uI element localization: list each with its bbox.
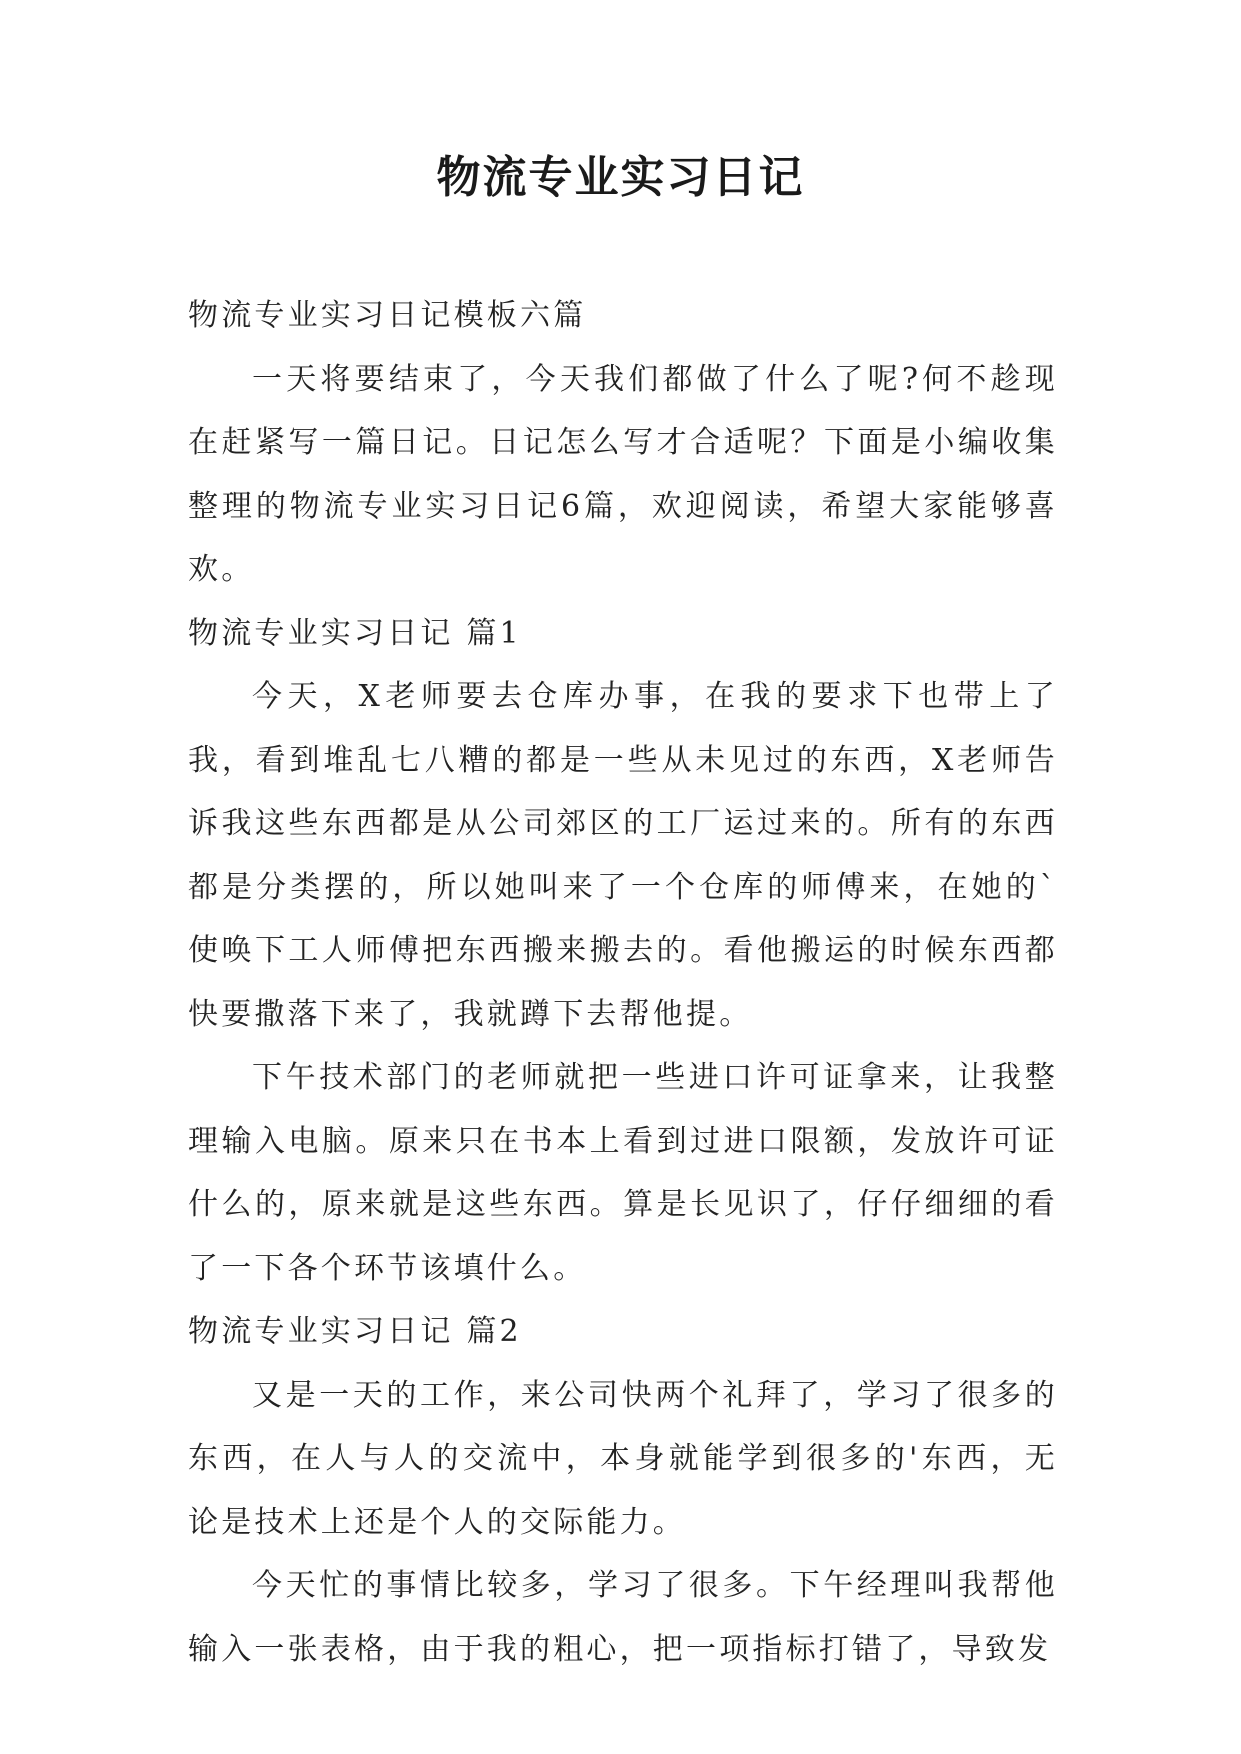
section-heading-part-1: 物流专业实习日记 篇1 (188, 615, 522, 651)
page-title: 物流专业实习日记 (436, 152, 805, 203)
paragraph-part-2-b: 今天忙的事情比较多，学习了很多。下午经理叫我帮他输入一张表格，由于我的粗心，把一项指标打错了，导致发 (188, 1568, 1058, 1667)
section-heading-part-2: 物流专业实习日记 篇2 (188, 1314, 522, 1349)
document-body (188, 284, 1058, 1681)
paragraph-part-1-a: 今天，X老师要去仓库办事，在我的要求下也带上了我，看到堆乱七八糟的都是一些从未见过的东西，X老师告诉我这些东西都是从公司郊区的工厂运过来的。所有的东西都是分类摆的，所以她叫来了一个仓库的师傅来，在她的`使唤下工人师傅把东西搬来搬去的。看他搬运的时候东西都快要撒落下来了，我就蹲下去帮他提。 (188, 679, 1058, 1032)
paragraph-part-1-b: 下午技术部门的老师就把一些进口许可证拿来，让我整理输入电脑。原来只在书本上看到过进口限额，发放许可证什么的，原来就是这些东西。算是长见识了，仔仔细细的看了一下各个环节该填什么。 (188, 1060, 1058, 1286)
section-heading-intro: 物流专业实习日记模板六篇 (188, 298, 587, 333)
paragraph-part-2-a: 又是一天的工作，来公司快两个礼拜了，学习了很多的东西，在人与人的交流中，本身就能学到很多的'东西，无论是技术上还是个人的交际能力。 (188, 1377, 1058, 1540)
paragraph-intro: 一天将要结束了，今天我们都做了什么了呢?何不趁现在赶紧写一篇日记。日记怎么写才合适呢？下面是小编收集整理的物流专业实习日记6篇，欢迎阅读，希望大家能够喜欢。 (188, 361, 1058, 587)
